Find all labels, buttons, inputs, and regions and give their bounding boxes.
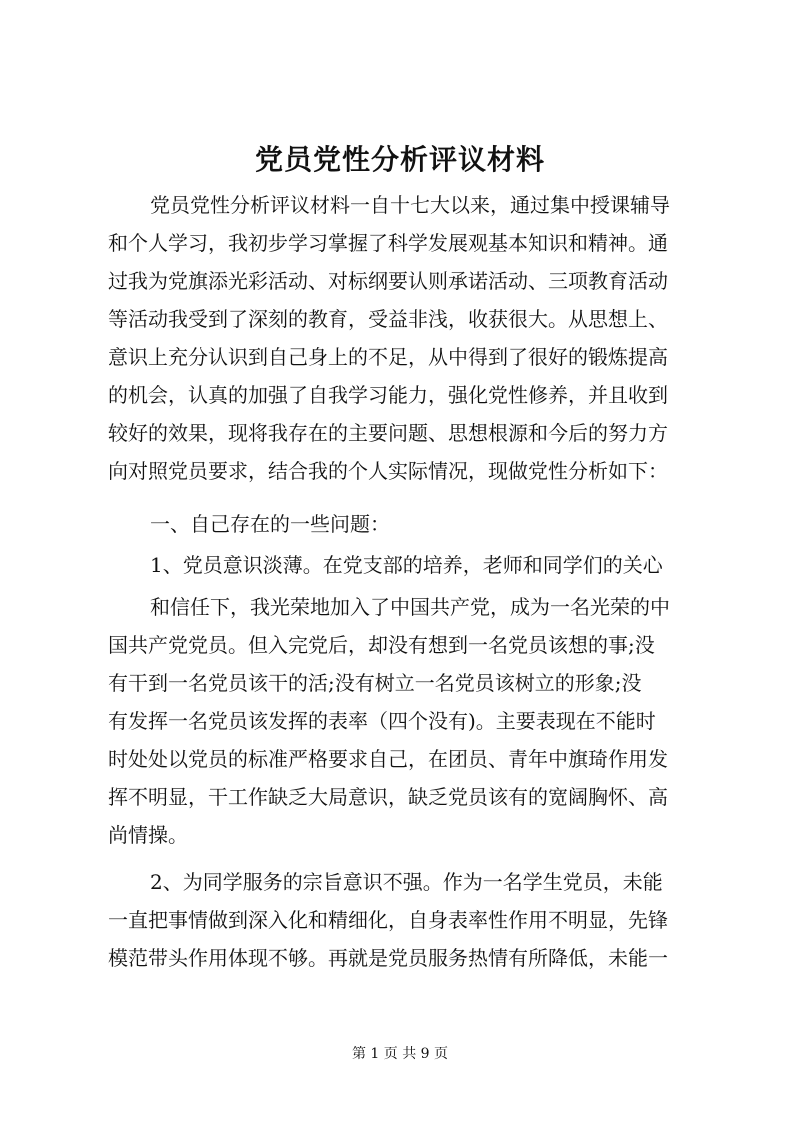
body-text-line: 有干到一名党员该干的活;没有树立一名党员该树立的形象;没	[108, 671, 642, 695]
body-text-line: 党员党性分析评议材料一自十七大以来，通过集中授课辅导	[150, 193, 670, 217]
body-text-line: 意识上充分认识到自己身上的不足，从中得到了很好的锻炼提高	[108, 345, 668, 369]
page-footer: 第 1 页 共 9 页	[351, 1046, 449, 1062]
body-text-line: 2、为同学服务的宗旨意识不强。作为一名学生党员，未能	[150, 870, 663, 894]
body-text-line: 1、党员意识淡薄。在党支部的培养，老师和同学们的关心	[150, 553, 663, 577]
body-text-line: 时处处以党员的标准严格要求自己，在团员、青年中旗琦作用发	[108, 747, 668, 771]
body-text-line: 和信任下，我光荣地加入了中国共产党，成为一名光荣的中	[150, 595, 670, 619]
body-text-line: 向对照党员要求，结合我的个人实际情况，现做党性分析如下：	[108, 459, 668, 483]
body-text-line: 的机会，认真的加强了自我学习能力，强化党性修养，并且收到	[108, 383, 668, 407]
body-text-line: 一直把事情做到深入化和精细化，自身表率性作用不明显，先锋	[108, 908, 668, 932]
body-text-line: 有发挥一名党员该发挥的表率（四个没有)。主要表现在不能时	[108, 709, 656, 733]
page-title: 党员党性分析评议材料	[254, 143, 545, 176]
body-text-line: 等活动我受到了深刻的教育，受益非浅，收获很大。从思想上、	[108, 307, 668, 331]
body-text-line: 和个人学习，我初步学习掌握了科学发展观基本知识和精神。通	[108, 231, 668, 255]
body-text-line: 尚情操。	[108, 823, 188, 847]
body-text-line: 挥不明显，干工作缺乏大局意识，缺乏党员该有的宽阔胸怀、高	[108, 785, 668, 809]
body-text-line: 国共产党党员。但入完党后，却没有想到一名党员该想的事;没	[108, 633, 655, 657]
body-text-line: 过我为党旗添光彩活动、对标纲要认则承诺活动、三项教育活动	[108, 269, 668, 293]
body-text-line: 模范带头作用体现不够。再就是党员服务热情有所降低，未能一	[108, 946, 668, 970]
body-text-line: 较好的效果，现将我存在的主要问题、思想根源和今后的努力方	[108, 421, 668, 445]
section-heading: 一、自己存在的一些问题：	[150, 512, 390, 536]
